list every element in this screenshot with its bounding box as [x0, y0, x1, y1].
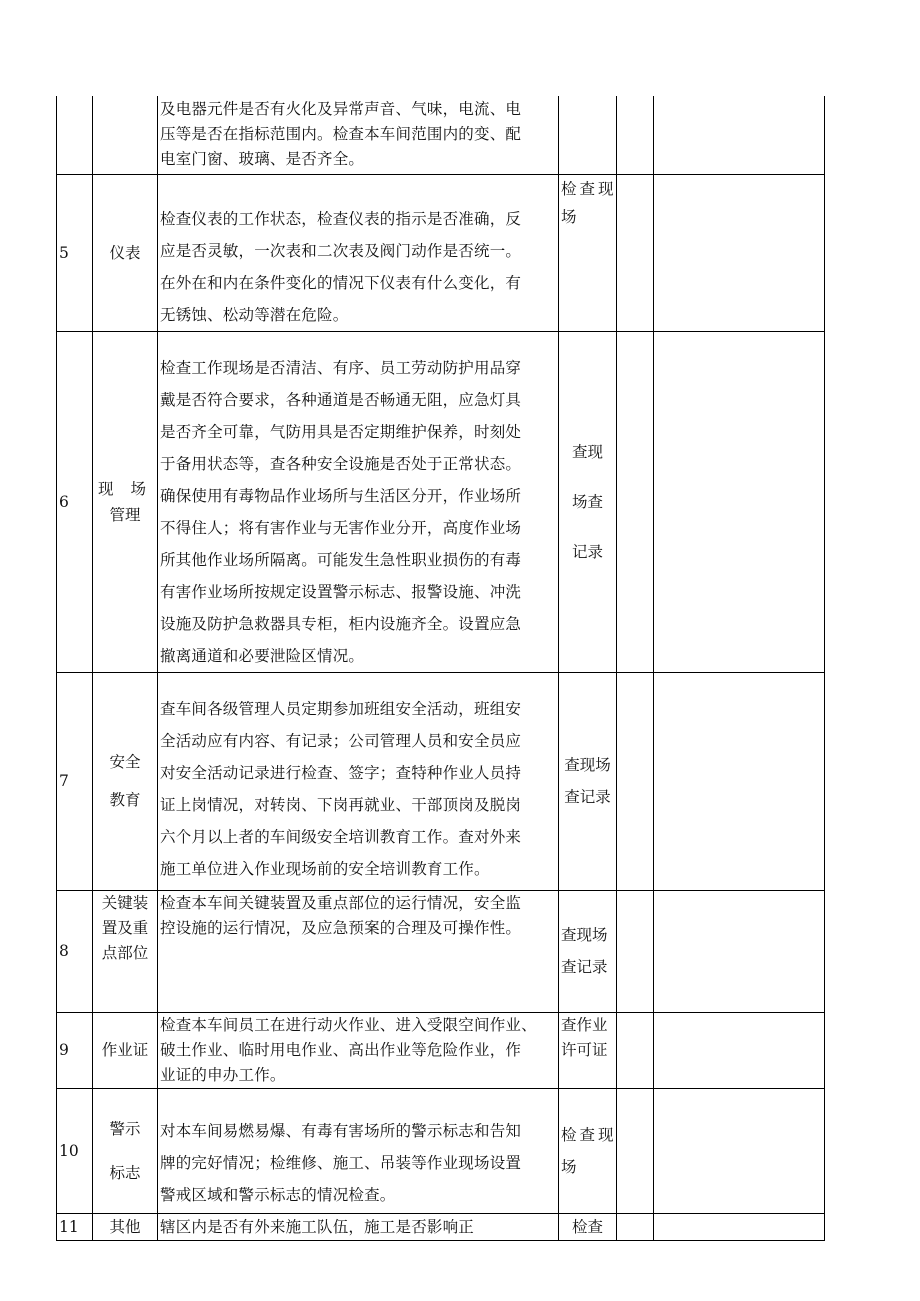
item-line: 作业证 [101, 1041, 149, 1059]
method-line: 查现 [571, 442, 603, 461]
row-number [57, 96, 93, 174]
method-line: 查现场 [561, 926, 608, 944]
item-line: 其他 [109, 1217, 141, 1236]
inspection-table [56, 96, 825, 1241]
table-row [57, 1088, 825, 1213]
item-cell [93, 174, 158, 331]
method-cell [559, 1088, 617, 1213]
remark-cell [654, 1088, 825, 1213]
table-row [57, 1213, 825, 1240]
content-line: 有害作业场所按规定设置警示标志、报警设施、冲洗 [160, 582, 522, 601]
item-line: 标志 [109, 1163, 141, 1182]
item-cell [93, 672, 158, 890]
method-line: 场 [561, 207, 577, 226]
result-cell [617, 1213, 654, 1240]
content-line: 压等是否在指标范围内。检查本车间范围内的变、配 [160, 125, 522, 144]
content-line: 及电器元件是否有火化及异常声音、气味，电流、电 [160, 100, 522, 119]
method-cell [559, 96, 617, 174]
item-line: 警示 [109, 1119, 141, 1138]
item-line: 置及重 [101, 918, 149, 937]
content-cell [158, 96, 559, 174]
content-line: 电室门窗、玻璃、是否齐全。 [160, 150, 365, 169]
remark-cell [654, 672, 825, 890]
content-line: 于备用状态等，查各种安全设施是否处于正常状态。 [160, 454, 522, 473]
content-cell [158, 174, 559, 331]
method-line: 检查现 [561, 179, 617, 198]
content-cell [158, 672, 559, 890]
method-cell [559, 672, 617, 890]
content-line: 无锈蚀、松动等潜在危险。 [160, 305, 349, 324]
remark-cell [654, 174, 825, 331]
method-line: 查记录 [564, 788, 611, 806]
method-cell [559, 174, 617, 331]
row-number: 6 [57, 331, 93, 672]
item-cell [93, 96, 158, 174]
result-cell [617, 890, 654, 1012]
table-row [57, 1012, 825, 1088]
table-row [57, 890, 825, 1012]
item-line: 仪表 [109, 243, 141, 262]
content-line: 不得住人；将有害作业与无害作业分开，高度作业场 [160, 518, 522, 537]
item-line: 安全 [109, 753, 141, 771]
remark-cell [654, 1012, 825, 1088]
inspection-table-sheet [56, 96, 823, 1241]
content-line: 证上岗情况，对转岗、下岗再就业、干部顶岗及脱岗 [160, 795, 522, 814]
method-cell [559, 1213, 617, 1240]
content-line: 全活动应有内容、有记录；公司管理人员和安全员应 [160, 731, 522, 750]
content-cell [158, 1213, 559, 1240]
content-line: 破土作业、临时用电作业、高出作业等危险作业，作 [160, 1040, 522, 1059]
content-line: 对本车间易燃易爆、有毒有害场所的警示标志和告知 [160, 1121, 522, 1140]
content-line: 查车间各级管理人员定期参加班组安全活动，班组安 [160, 699, 522, 718]
remark-cell [654, 1213, 825, 1240]
method-line: 许可证 [561, 1040, 608, 1059]
item-line: 关键装 [101, 893, 149, 912]
remark-cell [654, 890, 825, 1012]
content-line: 所其他作业场所隔离。可能发生急性职业损伤的有毒 [160, 550, 522, 569]
method-line: 检查 [571, 1217, 603, 1236]
result-cell [617, 1088, 654, 1213]
result-cell [617, 672, 654, 890]
item-line: 点部位 [101, 943, 149, 962]
result-cell [617, 174, 654, 331]
result-cell [617, 1012, 654, 1088]
item-line: 教育 [109, 791, 141, 809]
table-row [57, 331, 825, 672]
content-line: 戴是否符合要求，各种通道是否畅通无阻，应急灯具 [160, 390, 522, 409]
content-line: 施工单位进入作业现场前的安全培训教育工作。 [160, 859, 490, 878]
method-line: 查记录 [561, 958, 608, 976]
item-line: 管理 [109, 505, 141, 524]
item-line: 现 场 [98, 479, 152, 498]
item-cell [93, 331, 158, 672]
remark-cell [654, 331, 825, 672]
content-line: 牌的完好情况；检维修、施工、吊装等作业现场设置 [160, 1153, 522, 1172]
row-number: 5 [57, 174, 93, 331]
content-cell [158, 890, 559, 1012]
result-cell [617, 96, 654, 174]
content-cell [158, 1012, 559, 1088]
content-line: 是否齐全可靠，气防用具是否定期维护保养，时刻处 [160, 422, 522, 441]
method-line: 检查现 [561, 1125, 617, 1144]
method-line: 查现场 [564, 756, 611, 774]
item-cell [93, 1213, 158, 1240]
content-line: 检查工作现场是否清洁、有序、员工劳动防护用品穿 [160, 358, 522, 377]
row-number: 9 [57, 1012, 93, 1088]
content-line: 检查本车间员工在进行动火作业、进入受限空间作业、 [160, 1015, 537, 1034]
result-cell [617, 331, 654, 672]
content-line: 警戒区域和警示标志的情况检查。 [160, 1185, 396, 1204]
method-cell [559, 890, 617, 1012]
content-cell [158, 1088, 559, 1213]
remark-cell [654, 96, 825, 174]
method-line: 查作业 [561, 1015, 608, 1034]
content-line: 设施及防护急救器具专柜，柜内设施齐全。设置应急 [160, 614, 522, 633]
table-row [57, 174, 825, 331]
item-cell [93, 1088, 158, 1213]
content-line: 对安全活动记录进行检查、签字；查特种作业人员持 [160, 763, 522, 782]
method-line: 记录 [571, 542, 603, 561]
row-number: 11 [57, 1213, 93, 1240]
method-line: 场 [561, 1157, 577, 1176]
table-row [57, 96, 825, 174]
content-line: 六个月以上者的车间级安全培训教育工作。查对外来 [160, 827, 522, 846]
content-cell [158, 331, 559, 672]
content-line: 在外在和内在条件变化的情况下仪表有什么变化，有 [160, 273, 522, 292]
method-line: 场查 [571, 492, 603, 511]
table-row [57, 672, 825, 890]
row-number: 10 [57, 1088, 93, 1213]
method-cell [559, 331, 617, 672]
content-line: 业证的申办工作。 [160, 1065, 286, 1084]
row-number: 8 [57, 890, 93, 1012]
item-cell [93, 890, 158, 1012]
content-line: 撤离通道和必要泄险区情况。 [160, 646, 365, 665]
content-line: 辖区内是否有外来施工队伍，施工是否影响正 [160, 1217, 475, 1236]
method-cell [559, 1012, 617, 1088]
content-line: 应是否灵敏，一次表和二次表及阀门动作是否统一。 [160, 241, 522, 260]
content-line: 检查仪表的工作状态，检查仪表的指示是否准确，反 [160, 209, 522, 228]
content-line: 控设施的运行情况，及应急预案的合理及可操作性。 [160, 918, 522, 937]
content-line: 确保使用有毒物品作业场所与生活区分开，作业场所 [160, 486, 522, 505]
content-line: 检查本车间关键装置及重点部位的运行情况，安全监 [160, 893, 522, 912]
item-cell [93, 1012, 158, 1088]
row-number: 7 [57, 672, 93, 890]
